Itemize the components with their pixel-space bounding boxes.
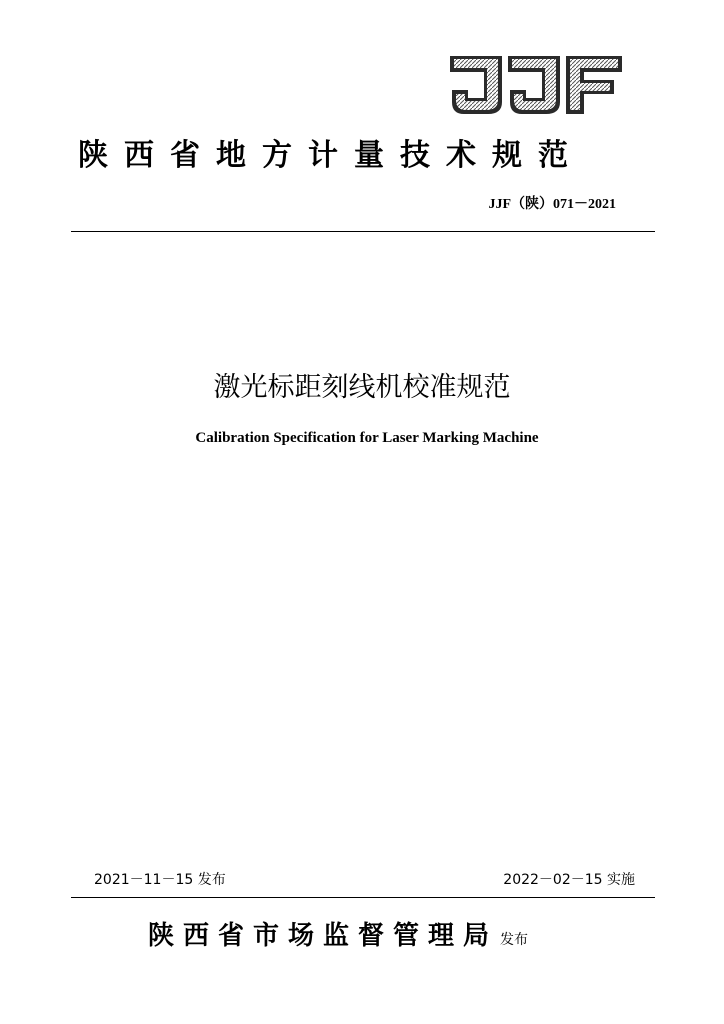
logo-letter-j2 [508,56,560,114]
bottom-divider [71,897,655,898]
issue-date: 2021－11－15 发布 [94,872,226,888]
jjf-logo [448,48,624,120]
document-title-chinese: 激光标距刻线机校准规范 [213,372,511,403]
effective-date: 2022－02－15 实施 [503,872,635,888]
top-divider [71,231,655,232]
publisher-name: 陕西省市场监督管理局 [148,921,499,951]
specification-code: JJF（陕）071－2021 [488,197,616,212]
publisher-suffix: 发布 [500,932,529,948]
document-title-english: Calibration Specification for Laser Marking Machine [195,430,539,446]
logo-letter-f [566,56,622,114]
logo-letter-j1 [450,56,502,114]
jjf-logo-graphic [448,48,624,120]
publisher-line [148,918,528,958]
org-title: 陕西省地方计量技术规范 [78,138,584,173]
